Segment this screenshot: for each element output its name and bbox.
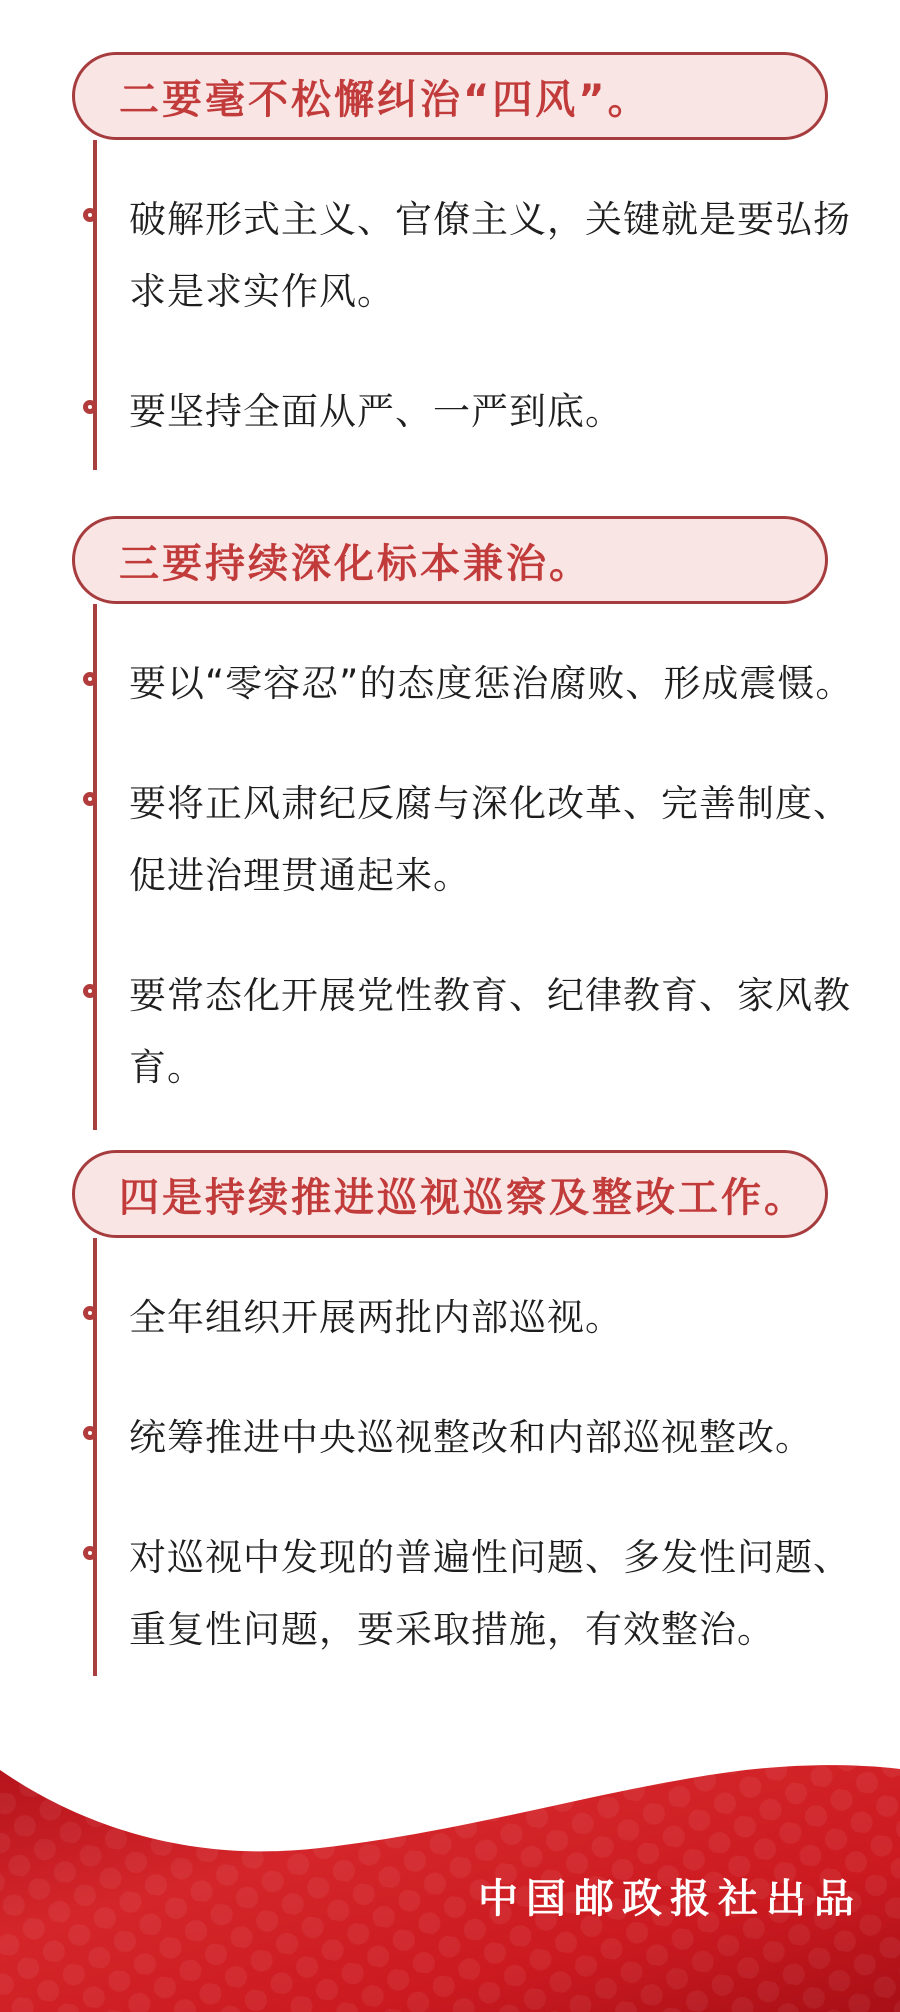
item-text: 要将正风肃纪反腐与深化改革、完善制度、促进治理贯通起来。 — [129, 782, 851, 897]
section-heading-2-label: 三要持续深化标本兼治。 — [119, 540, 592, 587]
item-text: 要以“零容忍”的态度惩治腐败、形成震慑。 — [129, 662, 854, 705]
section-heading-2 — [72, 516, 828, 604]
list-item — [93, 960, 860, 1104]
list-item — [93, 768, 860, 912]
timeline-dot-icon — [83, 672, 97, 686]
timeline-2 — [93, 604, 860, 1130]
section-heading-3 — [72, 1150, 828, 1238]
item-text: 要常态化开展党性教育、纪律教育、家风教育。 — [129, 974, 851, 1089]
footer-wave — [0, 1752, 900, 2012]
list-item — [93, 648, 860, 720]
item-text: 全年组织开展两批内部巡视。 — [129, 1296, 623, 1339]
section-heading-1-label: 二要毫不松懈纠治“四风”。 — [119, 76, 651, 123]
timeline-dot-icon — [83, 1546, 97, 1560]
credit-label: 中国邮政报社出品 — [478, 1876, 862, 1922]
list-item — [93, 1522, 860, 1666]
item-text: 统筹推进中央巡视整改和内部巡视整改。 — [129, 1416, 813, 1459]
timeline-1 — [93, 140, 860, 470]
timeline-dot-icon — [83, 400, 97, 414]
timeline-dot-icon — [83, 1426, 97, 1440]
timeline-dot-icon — [83, 1306, 97, 1320]
timeline-dot-icon — [83, 208, 97, 222]
section-heading-1 — [72, 52, 828, 140]
list-item — [93, 184, 860, 328]
list-item — [93, 1402, 860, 1474]
list-item — [93, 376, 860, 448]
section-heading-3-label: 四是持续推进巡视巡察及整改工作。 — [119, 1174, 807, 1221]
timeline-dot-icon — [83, 984, 97, 998]
timeline-3 — [93, 1238, 860, 1676]
timeline-dot-icon — [83, 792, 97, 806]
item-text: 要坚持全面从严、一严到底。 — [129, 390, 623, 433]
item-text: 对巡视中发现的普遍性问题、多发性问题、重复性问题，要采取措施，有效整治。 — [129, 1536, 851, 1651]
list-item — [93, 1282, 860, 1354]
item-text: 破解形式主义、官僚主义，关键就是要弘扬求是求实作风。 — [129, 198, 851, 313]
